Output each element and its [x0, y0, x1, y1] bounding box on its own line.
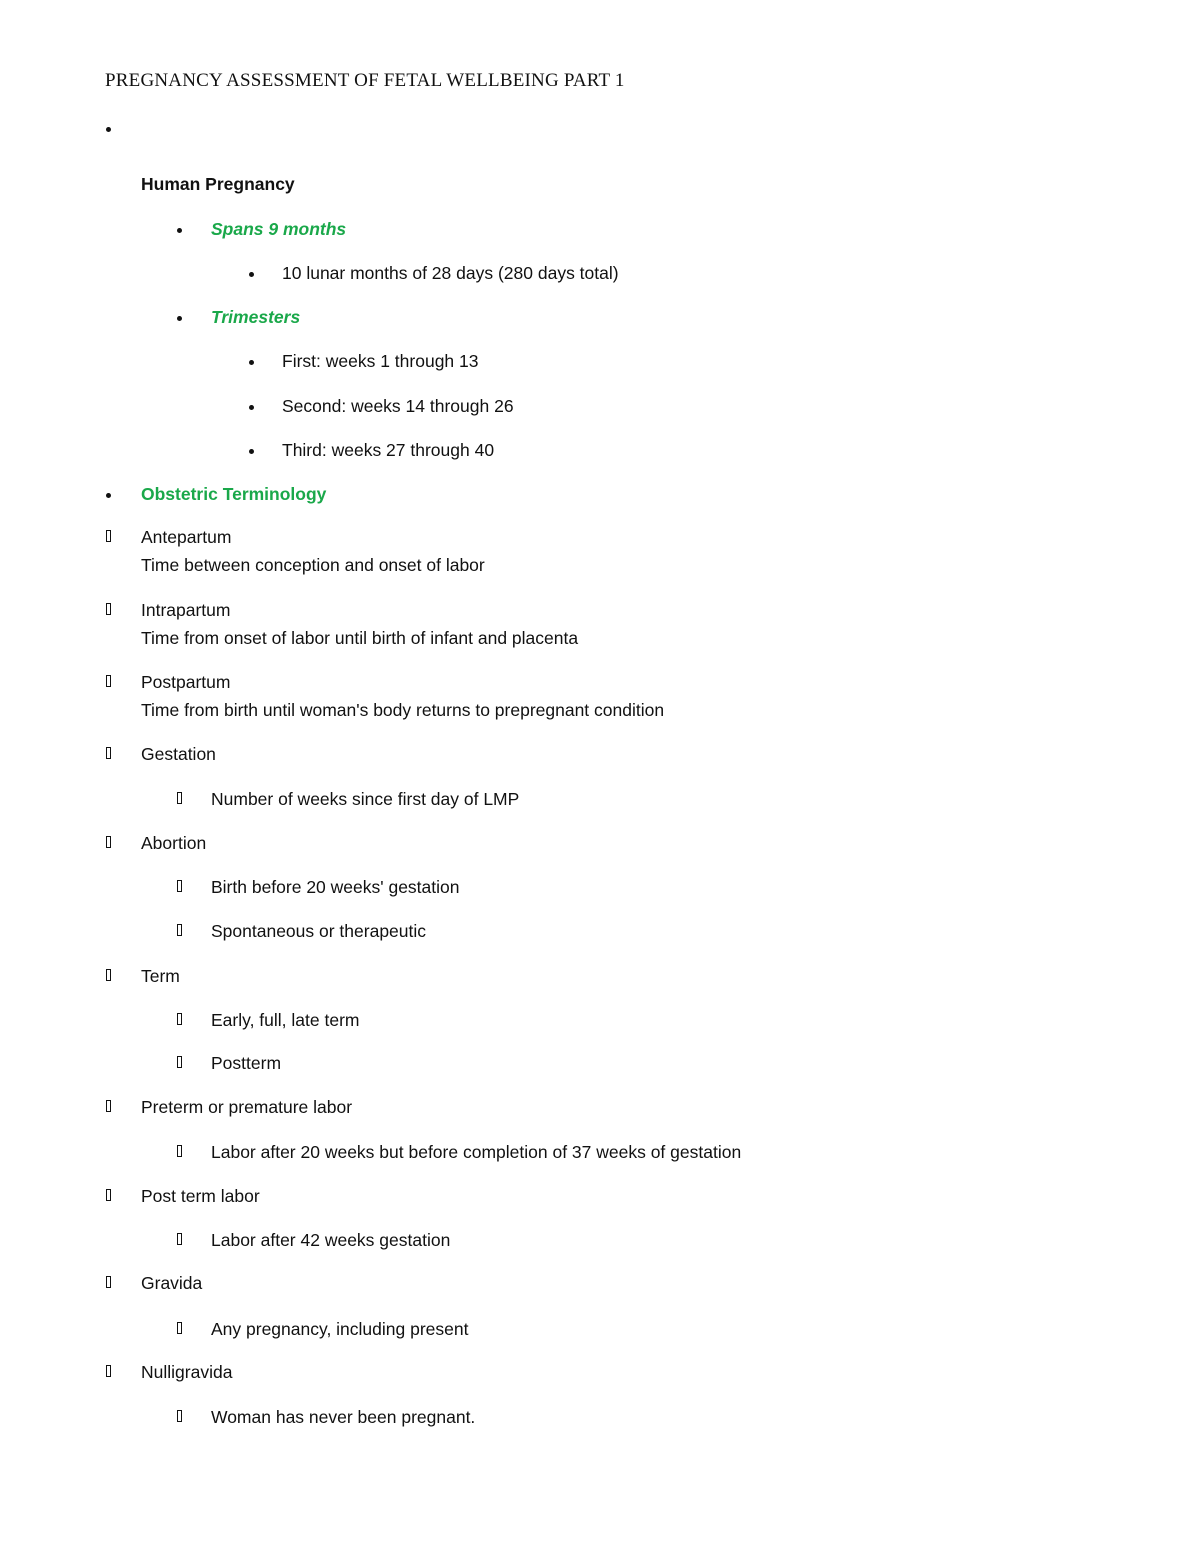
box-marker-icon [106, 747, 111, 759]
spans-detail: 10 lunar months of 28 days (280 days total) [282, 263, 619, 283]
box-marker-icon [106, 1276, 111, 1288]
term-gestation: Gestation [141, 744, 216, 764]
document-title: PREGNANCY ASSESSMENT OF FETAL WELLBEING PART 1 [105, 70, 625, 91]
box-marker-icon [106, 969, 111, 981]
bullet-icon [106, 127, 111, 132]
term-label: Postpartum [141, 672, 231, 692]
box-marker-icon [177, 1056, 182, 1068]
human-pregnancy-heading: Human Pregnancy [141, 174, 295, 194]
bullet-icon [177, 228, 182, 233]
term-intrapartum [141, 596, 578, 652]
box-marker-icon [106, 836, 111, 848]
box-marker-icon [106, 1189, 111, 1201]
post-term-item: Labor after 42 weeks gestation [211, 1230, 451, 1250]
term-abortion: Abortion [141, 833, 207, 853]
bullet-icon [177, 316, 182, 321]
box-marker-icon [106, 603, 111, 615]
box-marker-icon [177, 880, 182, 892]
gravida-item: Any pregnancy, including present [211, 1319, 469, 1339]
term-label: Intrapartum [141, 600, 231, 620]
nulligravida-item: Woman has never been pregnant. [211, 1407, 476, 1427]
box-marker-icon [177, 1410, 182, 1422]
term-gravida: Gravida [141, 1273, 203, 1293]
term-antepartum [141, 523, 485, 579]
box-marker-icon [177, 792, 182, 804]
obstetric-terminology-heading: Obstetric Terminology [141, 484, 327, 504]
abortion-item: Birth before 20 weeks' gestation [211, 877, 460, 897]
term-nulligravida: Nulligravida [141, 1362, 233, 1382]
box-marker-icon [177, 1013, 182, 1025]
term-definition: Time between conception and onset of labor [141, 555, 485, 575]
box-marker-icon [106, 1365, 111, 1377]
trimester-item: Third: weeks 27 through 40 [282, 440, 495, 460]
box-marker-icon [106, 675, 111, 687]
box-marker-icon [177, 924, 182, 936]
trimesters-label: Trimesters [211, 307, 301, 327]
box-marker-icon [106, 530, 111, 542]
term-post-term: Post term labor [141, 1186, 260, 1206]
term-postpartum [141, 668, 664, 724]
trimester-item: First: weeks 1 through 13 [282, 351, 479, 371]
bullet-icon [249, 405, 254, 410]
bullet-icon [249, 360, 254, 365]
box-marker-icon [106, 1100, 111, 1112]
preterm-item: Labor after 20 weeks but before completion of 37 weeks of gestation [211, 1142, 742, 1162]
trimester-item: Second: weeks 14 through 26 [282, 396, 514, 416]
bullet-icon [249, 272, 254, 277]
term-label: Antepartum [141, 527, 232, 547]
term-definition: Time from birth until woman's body returns to prepregnant condition [141, 700, 665, 720]
term-item: Early, full, late term [211, 1010, 360, 1030]
box-marker-icon [177, 1233, 182, 1245]
term-item: Postterm [211, 1053, 282, 1073]
spans-label: Spans 9 months [211, 219, 347, 239]
bullet-icon [249, 449, 254, 454]
term-term: Term [141, 966, 180, 986]
abortion-item: Spontaneous or therapeutic [211, 921, 427, 941]
term-preterm: Preterm or premature labor [141, 1097, 353, 1117]
box-marker-icon [177, 1145, 182, 1157]
bullet-icon [106, 493, 111, 498]
term-definition: Time from onset of labor until birth of infant and placenta [141, 628, 579, 648]
gestation-item: Number of weeks since first day of LMP [211, 789, 520, 809]
box-marker-icon [177, 1322, 182, 1334]
